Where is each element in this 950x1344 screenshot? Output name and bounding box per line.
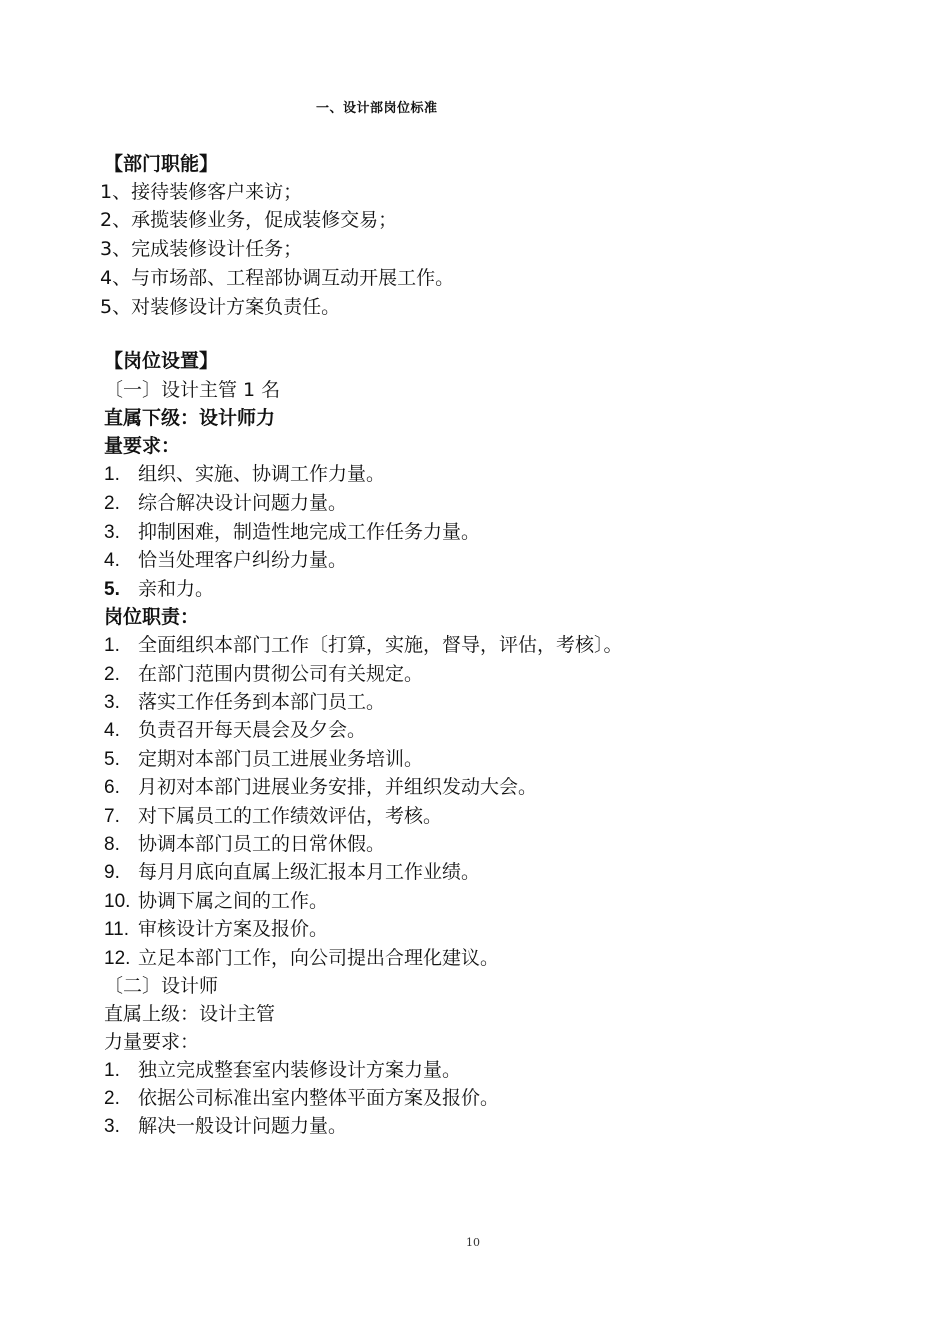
designer-ability-label: 力量要求： bbox=[104, 1031, 200, 1053]
list-number: 3. bbox=[104, 522, 120, 543]
list-item bbox=[104, 460, 385, 489]
positions-heading: 【岗位设置】 bbox=[104, 350, 219, 372]
list-number: 11. bbox=[104, 919, 130, 940]
list-number: 9. bbox=[104, 862, 120, 883]
list-text: 协调下属之间的工作。 bbox=[138, 890, 329, 912]
list-text: 抑制困难，制造性地完成工作任务力量。 bbox=[138, 521, 481, 543]
list-number: 5. bbox=[104, 579, 120, 600]
dept-function-item: 3、完成装修设计任务； bbox=[100, 238, 303, 260]
list-text: 审核设计方案及报价。 bbox=[138, 918, 329, 940]
list-item bbox=[104, 489, 347, 518]
list-number: 8. bbox=[104, 834, 120, 855]
list-item bbox=[104, 546, 347, 575]
designer-superior: 直属上级：设计主管 bbox=[104, 1003, 276, 1025]
list-item bbox=[104, 660, 423, 689]
list-number: 12. bbox=[104, 948, 131, 969]
list-item bbox=[104, 1056, 461, 1085]
list-text: 每月月底向直属上级汇报本月工作业绩。 bbox=[138, 861, 481, 883]
list-number: 1. bbox=[104, 464, 120, 485]
list-number: 2. bbox=[104, 1088, 120, 1109]
list-item bbox=[104, 518, 480, 547]
list-text: 解决一般设计问题力量。 bbox=[138, 1115, 348, 1137]
list-item bbox=[104, 716, 366, 745]
list-item bbox=[104, 575, 214, 604]
list-number: 3. bbox=[104, 1116, 120, 1137]
list-number: 4. bbox=[104, 720, 120, 741]
list-item bbox=[104, 773, 537, 802]
dept-function-item: 5、对装修设计方案负责任。 bbox=[100, 296, 341, 318]
list-number: 5. bbox=[104, 749, 120, 770]
list-number: 6. bbox=[104, 777, 120, 798]
list-number: 2. bbox=[104, 493, 120, 514]
list-text: 落实工作任务到本部门员工。 bbox=[138, 691, 386, 713]
list-item bbox=[104, 745, 423, 774]
list-item bbox=[104, 887, 328, 916]
list-text: 定期对本部门员工进展业务培训。 bbox=[138, 748, 424, 770]
supervisor-subordinate: 直属下级：设计师力 bbox=[104, 407, 276, 429]
list-item bbox=[104, 830, 385, 859]
list-number: 3. bbox=[104, 692, 120, 713]
list-text: 全面组织本部门工作〔打算，实施，督导，评估，考核〕。 bbox=[138, 634, 623, 656]
list-number: 4. bbox=[104, 550, 120, 571]
list-text: 综合解决设计问题力量。 bbox=[138, 492, 348, 514]
dept-function-item: 2、承揽装修业务，促成装修交易； bbox=[100, 209, 398, 231]
list-text: 依据公司标准出室内整体平面方案及报价。 bbox=[138, 1087, 500, 1109]
list-text: 亲和力。 bbox=[138, 578, 215, 600]
list-item bbox=[104, 858, 480, 887]
list-text: 协调本部门员工的日常休假。 bbox=[138, 833, 386, 855]
list-item bbox=[104, 1084, 499, 1113]
dept-function-item: 1、接待装修客户来访； bbox=[100, 181, 303, 203]
designer-title: 〔二〕设计师 bbox=[104, 975, 219, 997]
list-item bbox=[104, 1112, 347, 1141]
list-text: 月初对本部门进展业务安排，并组织发动大会。 bbox=[138, 776, 538, 798]
dept-function-heading: 【部门职能】 bbox=[104, 153, 219, 175]
list-number: 2. bbox=[104, 664, 120, 685]
supervisor-duties-label: 岗位职责： bbox=[104, 606, 200, 628]
list-item bbox=[104, 802, 442, 831]
list-item bbox=[104, 631, 623, 660]
supervisor-title: 〔一〕设计主管 1 名 bbox=[104, 379, 281, 401]
list-text: 组织、实施、协调工作力量。 bbox=[138, 463, 386, 485]
list-text: 对下属员工的工作绩效评估，考核。 bbox=[138, 805, 443, 827]
list-text: 恰当处理客户纠纷力量。 bbox=[138, 549, 348, 571]
supervisor-ability-label: 量要求： bbox=[104, 435, 181, 457]
list-text: 负责召开每天晨会及夕会。 bbox=[138, 719, 367, 741]
list-text: 在部门范围内贯彻公司有关规定。 bbox=[138, 663, 424, 685]
page-title: 一、设计部岗位标准 bbox=[316, 101, 438, 116]
list-item bbox=[104, 944, 499, 973]
page-number: 10 bbox=[466, 1236, 480, 1249]
list-text: 独立完成整套室内装修设计方案力量。 bbox=[138, 1059, 462, 1081]
list-item bbox=[104, 915, 328, 944]
list-number: 1. bbox=[104, 635, 120, 656]
list-number: 7. bbox=[104, 806, 120, 827]
list-text: 立足本部门工作，向公司提出合理化建议。 bbox=[138, 947, 500, 969]
dept-function-item: 4、与市场部、工程部协调互动开展工作。 bbox=[100, 267, 455, 289]
list-number: 10. bbox=[104, 891, 131, 912]
list-number: 1. bbox=[104, 1060, 120, 1081]
list-item bbox=[104, 688, 385, 717]
